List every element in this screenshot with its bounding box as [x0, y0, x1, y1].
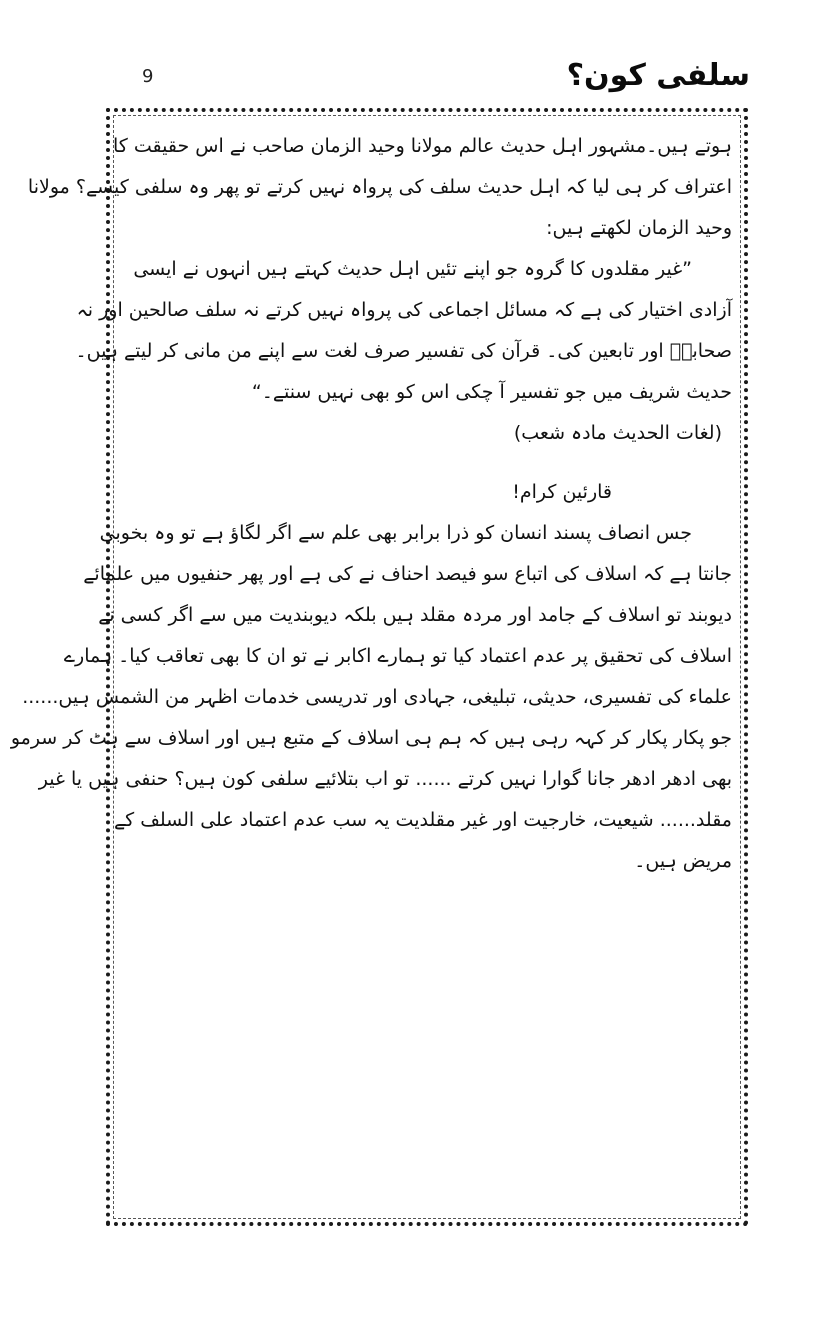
text-line: دیوبند تو اسلاف کے جامد اور مردہ مقلد ہیں بلکہ دیوبندیت میں سے اگر کسی نے — [98, 604, 732, 626]
text-line: اعتراف کر ہی لیا کہ اہل حدیث سلف کی پرواہ نہیں کرتے تو پھر وہ سلفی کیسے؟ مولانا — [27, 176, 732, 198]
page-number: 9 — [142, 66, 154, 87]
text-line: مقلد...... شیعیت، خارجیت اور غیر مقلدیت یہ سب عدم اعتماد علی السلف کے — [113, 809, 732, 831]
spacer — [112, 454, 732, 472]
page-header — [100, 58, 750, 102]
quote-line: آزادی اختیار کی ہے کہ مسائل اجماعی کی پرواہ نہیں کرتے نہ سلف صالحین اور نہ — [76, 299, 732, 321]
reference-citation: (لغات الحدیث مادہ شعب) — [513, 422, 722, 444]
text-line: بھی ادھر ادھر جانا گوارا نہیں کرتے ...... تو اب بتلائیے سلفی کون ہیں؟ حنفی ہیں یا غیر — [38, 768, 732, 790]
quote-line: حدیث شریف میں جو تفسیر آ چکی اس کو بھی نہیں سنتے۔“ — [251, 381, 732, 403]
page-body — [10, 126, 732, 882]
text-line: ہوتے ہیں۔مشہور اہل حدیث عالم مولانا وحید الزمان صاحب نے اس حقیقت کا — [113, 135, 732, 157]
text-line: جو پکار پکار کر کہہ رہی ہیں کہ ہم ہی اسلاف کے متبع ہیں اور اسلاف سے ہٹ کر سرمو — [10, 727, 732, 749]
quote-line: ”غیر مقلدوں کا گروہ جو اپنے تئیں اہل حدیث کہتے ہیں انہوں نے ایسی — [133, 258, 692, 280]
text-line: علماء کی تفسیری، حدیثی، تبلیغی، جہادی اور تدریسی خدمات اظہر من الشمس ہیں...... — [22, 686, 732, 708]
quote-line: صحابہؓ اور تابعین کی۔ قرآن کی تفسیر صرف لغت سے اپنے من مانی کر لیتے ہیں۔ — [75, 340, 732, 362]
text-line: وحید الزمان لکھتے ہیں: — [546, 217, 732, 239]
text-line: جس انصاف پسند انسان کو ذرا برابر بھی علم سے اگر لگاؤ ہے تو وہ بخوبی — [99, 522, 692, 544]
text-line: جانتا ہے کہ اسلاف کی اتباع سو فیصد احناف نے کی ہے اور پھر حنفیوں میں علمائے — [83, 563, 732, 585]
text-line: مریض ہیں۔ — [634, 850, 732, 872]
book-title: سلفی کون؟ — [566, 58, 750, 93]
salutation: قارئین کرام! — [512, 481, 612, 503]
text-line: اسلاف کی تحقیق پر عدم اعتماد کیا تو ہمارے اکابر نے تو ان کا بھی تعاقب کیا۔ ہمارے — [63, 645, 732, 667]
